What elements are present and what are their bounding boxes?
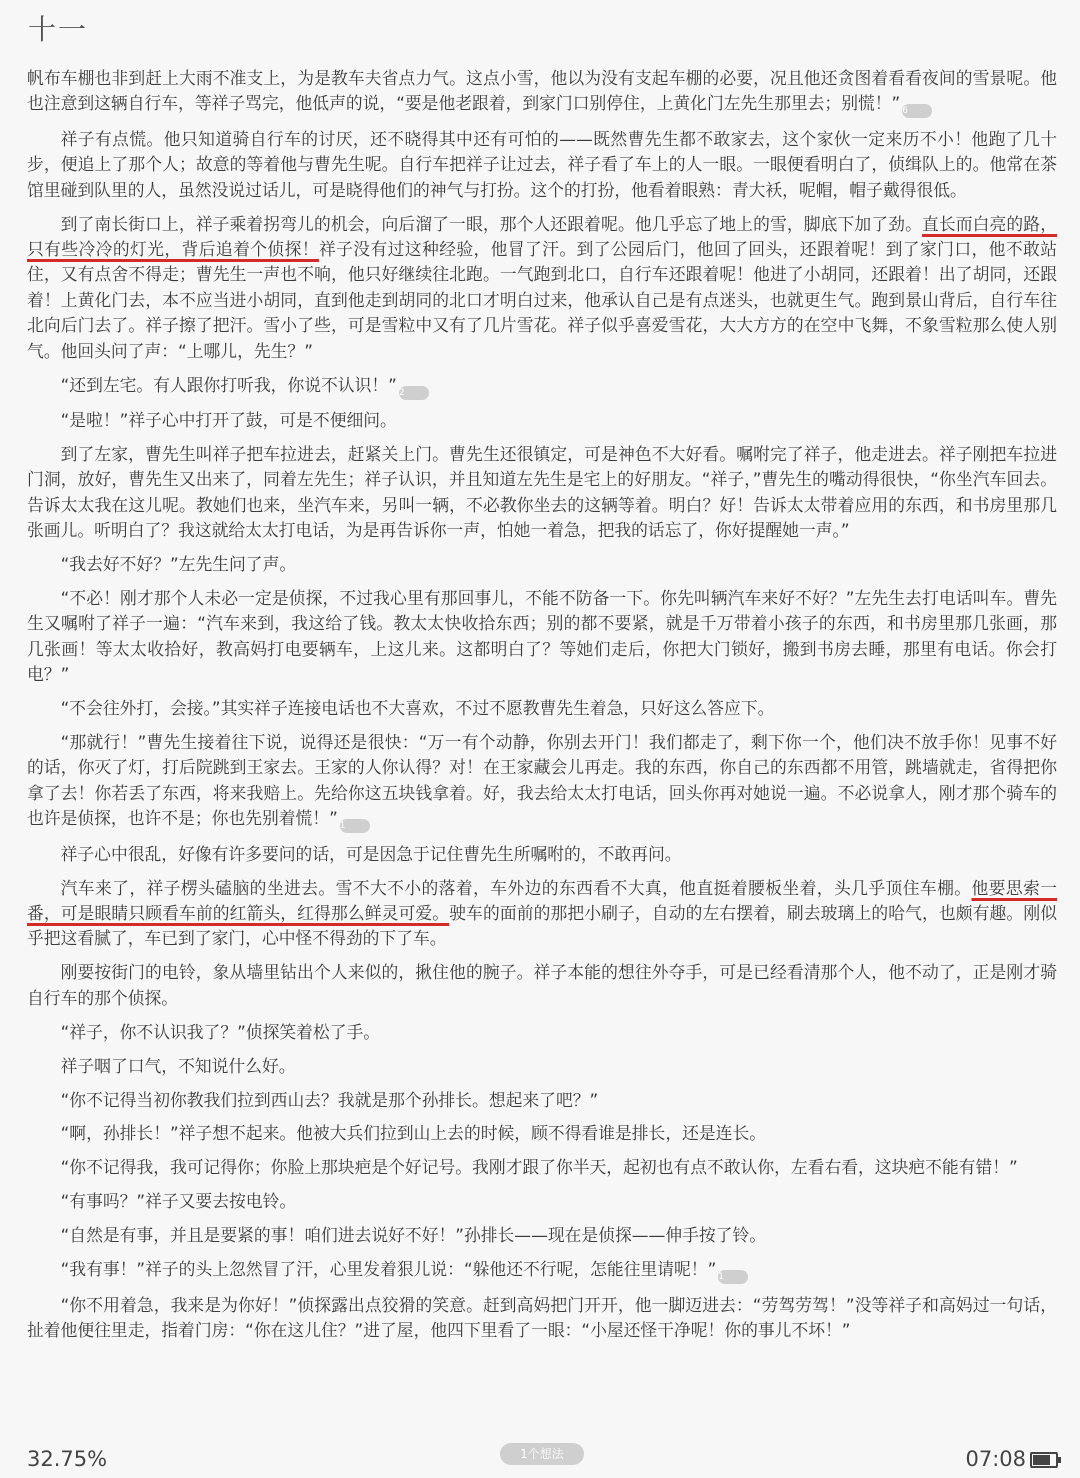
paragraph-text: “啊，孙排长！”祥子想不起来。他被大兵们拉到山上去的时候，顾不得看谁是排长，还是连长。 [60,1123,767,1144]
chapter-title: 十一 [28,13,89,46]
comment-count-badge[interactable]: 2 [399,386,429,400]
paragraph [27,1155,1057,1180]
clock: 07:08 [965,1447,1026,1471]
paragraph [27,442,1057,544]
paragraph-text: “不必！刚才那个人未必一定是侦探，不过我心里有那回事儿，不能不防备一下。你先叫辆汽车来好不好？”左先生去打电话叫车。曹先生又嘱咐了祥子一遍：“汽车来到，我这给了钱。教太太快收拾东西；别的都不要紧，就是千万带着小孩子的东西，和书房里那几张画，那几张画！等太太收拾好，教高妈打电要辆车，上这儿来。这都明白了？等她们走后，你把大门锁好，搬到书房去睡，那里有电话。你会打电？” [27,588,1057,685]
paragraph [27,696,1057,721]
paragraph-text: 汽车来了，祥子楞头磕脑的坐进去。雪不大不小的落着，车外边的东西看不大真，他直挺着腰板坐着，头几乎顶住车棚。 [60,877,972,898]
paragraph-text: “我去好不好？”左先生问了声。 [60,554,297,575]
paragraph-text: “还到左宅。有人跟你打听我，你说不认识！” [60,374,397,395]
paragraph-text: 刚要按街门的电铃，象从墙里钻出个人来似的，揪住他的腕子。祥子本能的想往外夺手，可是已经看清那个人，他不动了，正是刚才骑自行车的那个侦探。 [27,962,1057,1008]
comment-count-badge[interactable]: 1 [340,819,370,833]
thoughts-button[interactable]: 1个想法 [500,1443,584,1465]
paragraph [27,876,1057,952]
paragraph [27,1121,1057,1146]
paragraph-text: “你不用着急，我来是为你好！”侦探露出点狡猾的笑意。赶到高妈把门开开，他一脚迈进去：“劳驾劳驾！”没等祥子和高妈过一句话，扯着他便往里走，指着门房：“你在这儿住？”进了屋，他四下里看了一眼：“小屋还怪干净呢！你的事儿不坏！” [27,1294,1057,1340]
paragraph-text: 帆布车棚也非到赶上大雨不准支上，为是教车夫省点力气。这点小雪，他以为没有支起车棚的必要，况且他还贪图着看看夜间的雪景呢。他也注意到这辆自行车，等祥子骂完，他低声的说，“要是他老跟着，到家门口别停住，上黄化门左先生那里去；别慌！” [27,68,1057,114]
paragraph-text: “是啦！”祥子心中打开了鼓，可是不便细问。 [60,410,397,431]
paragraph-text: “不会往外打，会接。”其实祥子连接电话也不大喜欢，不过不愿教曹先生着急，只好这么答应下。 [60,698,775,719]
underlined-highlight[interactable]: 直长而白亮的路，只有些冷冷的灯光，背后追着个侦探！ [27,213,1057,260]
paragraph-text: 祥子有点慌。他只知道骑自行车的讨厌，还不晓得其中还有可怕的——既然曹先生都不敢家去，这个家伙一定来历不小！他跑了几十步，便追上了那个人；故意的等着他与曹先生呢。自行车把祥子让过去，祥子看了车上的人一眼。一眼便看明白了，侦缉队上的。他常在茶馆里碰到队里的人，虽然没说过话儿，可是晓得他们的神气与打扮。这个的打扮，他看着眼熟：青大袄，呢帽，帽子戴得很低。 [27,128,1057,200]
comment-count-badge[interactable]: 6 [902,104,932,118]
paragraph-text: 祥子咽了口气，不知说什么好。 [60,1055,296,1076]
reading-content [27,66,1057,1352]
paragraph-text: “你不记得我，我可记得你；你脸上那块疤是个好记号。我刚才跟了你半天，起初也有点不敢认你，左看右看，这块疤不能有错！” [60,1157,1018,1178]
paragraph-text: 到了南长街口上，祥子乘着拐弯儿的机会，向后溜了一眼，那个人还跟着呢。他几乎忘了地上的雪，脚底下加了劲。 [60,213,922,234]
paragraph [27,960,1057,1011]
paragraph-text: 驶车的面前的那把小刷子，自动的左右摆着，刷去玻璃上的哈气，也颇有趣。刚似乎把这看腻了，车已到了家门，心中怪不得劲的下了车。 [27,903,1057,949]
paragraph [27,842,1057,867]
paragraph-text: “你不记得当初你教我们拉到西山去？我就是那个孙排长。想起来了吧？” [60,1089,599,1110]
paragraph-text: “祥子，你不认识我了？”侦探笑着松了手。 [60,1021,381,1042]
paragraph [27,1054,1057,1079]
reading-progress: 32.75% [27,1447,108,1471]
paragraph [27,552,1057,577]
paragraph [27,1293,1057,1344]
paragraph [27,586,1057,688]
paragraph-text: “我有事！”祥子的头上忽然冒了汗，心里发着狠儿说：“躲他还不行呢，怎能往里请呢！” [60,1259,717,1280]
paragraph [27,127,1057,203]
paragraph [27,1088,1057,1113]
battery-icon [1030,1452,1058,1468]
paragraph [27,66,1057,118]
paragraph [27,212,1057,364]
underlined-highlight[interactable]: 他要思索一番，可是眼睛只顾看车前的红箭头，红得那么鲜灵可爱。 [27,877,1057,924]
paragraph-text: “自然是有事，并且是要紧的事！咱们进去说好不好！”孙排长——现在是侦探——伸手按了铃。 [60,1225,767,1246]
paragraph-text: “那就行！”曹先生接着往下说，说得还是很快：“万一有个动静，你别去开门！我们都走了，剩下你一个，他们决不放手你！见事不好的话，你灭了灯，打后院跳到王家去。王家的人你认得？对！在王家藏会儿再走。我的东西，你自己的东西都不用管，跳墙就走，省得把你拿了去！你若丢了东西，将来我赔上。先给你这五块钱拿着。好，我去给太太打电话，回头你再对她说一遍。不必说拿人，刚才那个骑车的也许是侦探，也许不是；你也先别着慌！” [27,732,1057,829]
comment-count-badge[interactable]: 1 [718,1270,748,1284]
paragraph [27,1020,1057,1045]
paragraph-text: 祥子没有过这种经验，他冒了汗。到了公园后门，他回了回头，还跟着呢！到了家门口，他不敢站住，又有点舍不得走；曹先生一声也不响，他只好继续往北跑。一气跑到北口，自行车还跟着呢！他进了小胡同，还跟着！出了胡同，还跟着！上黄化门去，本不应当进小胡同，直到他走到胡同的北口才明白过来，他承认自己是有点迷头，也就更生气。跑到景山背后，自行车往北向后门去了。祥子擦了把汗。雪小了些，可是雪粒中又有了几片雪花。祥子似乎喜爱雪花，大大方方的在空中飞舞，不象雪粒那么使人别气。他回头问了声：“上哪儿，先生？” [27,239,1057,361]
paragraph-text: “有事吗？”祥子又要去按电铃。 [60,1191,297,1212]
paragraph [27,1189,1057,1214]
paragraph-text: 祥子心中很乱，好像有许多要问的话，可是因急于记住曹先生所嘱咐的，不敢再问。 [60,843,682,864]
paragraph [27,408,1057,433]
paragraph-text: 到了左家，曹先生叫祥子把车拉进去，赶紧关上门。曹先生还很镇定，可是神色不大好看。嘱咐完了祥子，他走进去。祥子刚把车拉进门洞，放好，曹先生又出来了，同着左先生；祥子认识，并且知道左先生是宅上的好朋友。“祥子，”曹先生的嘴动得很快，“你坐汽车回去。告诉太太我在这儿呢。教她们也来，坐汽车来，另叫一辆，不必教你坐去的这辆等着。明白？好！告诉太太带着应用的东西，和书房里那几张画儿。听明白了？我这就给太太打电话，为是再告诉你一声，怕她一着急，把我的话忘了，你好提醒她一声。” [27,443,1057,541]
paragraph [27,730,1057,833]
paragraph [27,373,1057,400]
paragraph [27,1257,1057,1284]
paragraph [27,1223,1057,1248]
